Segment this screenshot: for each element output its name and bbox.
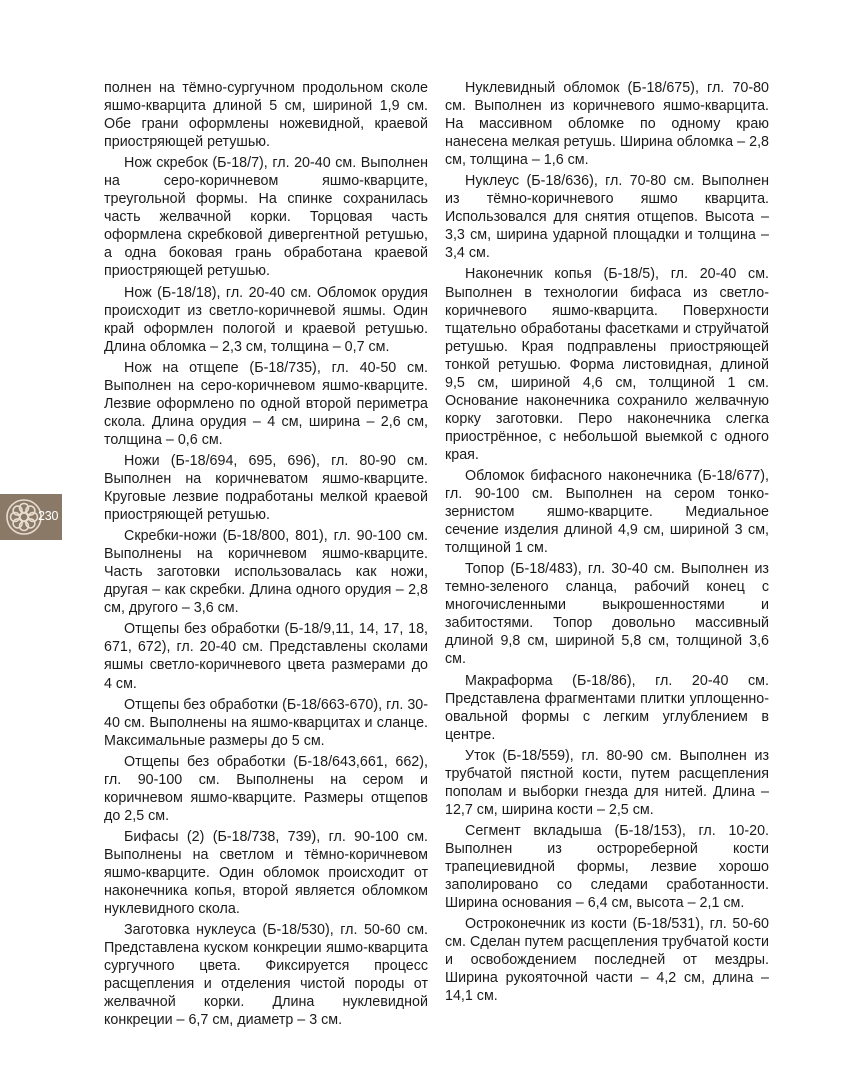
paragraph: Ножи (Б-18/694, 695, 696), гл. 80-90 см. Выполнен на коричневатом яшмо-кварците. Круговые лезвие подработаны мелкой краевой приостряющей ретушью.	[104, 452, 428, 524]
paragraph: Отщепы без обработки (Б-18/643,661, 662), гл. 90-100 см. Выполнены на сером и коричневом яшмо-кварците. Размеры отщепов до 2,5 см.	[104, 753, 428, 824]
paragraph: Бифасы (2) (Б-18/738, 739), гл. 90-100 см. Выполнены на светлом и тёмно-коричневом яшмо-кварците. Один обломок происходит от наконечника копья, второй является обломком нуклевидного скола.	[104, 828, 428, 918]
paragraph: Нож (Б-18/18), гл. 20-40 см. Обломок орудия происходит из светло-коричневой яшмы. Один край оформлен пологой и краевой ретушью. Длина обломка – 2,3 см, толщина – 0,7 см.	[104, 284, 428, 355]
right-text-column	[445, 79, 769, 1005]
left-text-column	[104, 79, 428, 1029]
paragraph: Нуклевидный обломок (Б-18/675), гл. 70-80 см. Выполнен из коричневого яшмо-кварцита. На массивном обломке по одному краю нанесена мелкая ретушь. Ширина обломка – 2,8 см, толщина – 1,6 см.	[445, 80, 769, 169]
paragraph: Наконечник копья (Б-18/5), гл. 20-40 см. Выполнен в технологии бифаса из светло-коричневого яшмо-кварцита. Поверхности тщательно обработаны фасетками и струйчатой ретушью. Края подправлены приостряющей тонкой ретушью. Форма листовидная, длиной 9,5 см, шириной 4,6 см, толщиной 1 см. Основание наконечника сохранило желвачную корку заготовки. Перо наконечника слегка приострённое, с небольшой выемкой с одного края.	[445, 266, 769, 463]
paragraph: Нож скребок (Б-18/7), гл. 20-40 см. Выполнен на серо-коричневом яшмо-кварците, треугольной формы. На спинке сохранилась часть желвачной корки. Торцовая часть оформлена скребковой дивергентной ретушью, а одна боковая грань обработана краевой приостряющей ретушью.	[104, 155, 428, 280]
paragraph: Заготовка нуклеуса (Б-18/530), гл. 50-60 см. Представлена куском конкреции яшмо-кварцита сургучного цвета. Фиксируется процесс расщепления и отделения чистой породы от желвачной корки. Длина нуклевидной конкреции – 6,7 см, диаметр – 3 см.	[104, 922, 428, 1029]
page-number-badge	[0, 494, 62, 540]
paragraph: Остроконечник из кости (Б-18/531), гл. 50-60 см. Сделан путем расщепления трубчатой кости и освобождением последней от мездры. Ширина рукояточной части – 4,2 см, длина – 14,1 см.	[445, 916, 769, 1005]
paragraph: Нож на отщепе (Б-18/735), гл. 40-50 см. Выполнен на серо-коричневом яшмо-кварците. Лезвие оформлено по одной второй периметра скола. Длина орудия – 4 см, ширина – 2,6 см, толщина – 0,6 см.	[104, 359, 428, 448]
paragraph: Отщепы без обработки (Б-18/9,11, 14, 17, 18, 671, 672), гл. 20-40 см. Представлены сколами яшмы светло-коричневого цвета размерами до 4 см.	[104, 621, 428, 692]
paragraph: Уток (Б-18/559), гл. 80-90 см. Выполнен из трубчатой пястной кости, путем расщепления пополам и выборки гнезда для нитей. Длина – 12,7 см, ширина кости – 2,5 см.	[445, 747, 769, 818]
paragraph: Макраформа (Б-18/86), гл. 20-40 см. Представлена фрагментами плитки уплощенно-овальной формы с легким углублением в центре.	[445, 672, 769, 743]
paragraph: Нуклеус (Б-18/636), гл. 70-80 см. Выполнен из тёмно-коричневого яшмо кварцита. Использовался для снятия отщепов. Высота – 3,3 см, ширина ударной площадки и толщина – 3,4 см.	[445, 173, 769, 262]
paragraph: Обломок бифасного наконечника (Б-18/677), гл. 90-100 см. Выполнен на сером тонко-зернистом яшмо-кварците. Медиальное сечение изделия длиной 4,9 см, шириной 3 см, толщиной 1 см.	[445, 467, 769, 557]
page-number: 230	[38, 509, 59, 523]
paragraph: Сегмент вкладыша (Б-18/153), гл. 10-20. Выполнен из острореберной кости трапециевидной формы, лезвие хорошо заполировано со следами сработанности. Ширина основания – 6,4 см, высота – 2,1 см.	[445, 822, 769, 912]
paragraph: Топор (Б-18/483), гл. 30-40 см. Выполнен из темно-зеленого сланца, рабочий конец с многочисленными выкрошенностями и забитостями. Топор довольно массивный длиной 9,8 см, шириной 5,8 см, толщиной 3,6 см.	[445, 561, 769, 668]
paragraph: Отщепы без обработки (Б-18/663-670), гл. 30-40 см. Выполнены на яшмо-кварцитах и сланце. Максимальные размеры до 5 см.	[104, 696, 428, 749]
paragraph: Скребки-ножи (Б-18/800, 801), гл. 90-100 см. Выполнены на коричневом яшмо-кварците. Часть заготовки использовалась как ножи, другая – как скребки. Длина одного орудия – 2,8 см, другого – 3,6 см.	[104, 528, 428, 617]
paragraph: полнен на тёмно-сургучном продольном сколе яшмо-кварцита длиной 5 см, шириной 1,9 см. Обе грани оформлены ножевидной, краевой приостряющей ретушью.	[104, 80, 428, 151]
